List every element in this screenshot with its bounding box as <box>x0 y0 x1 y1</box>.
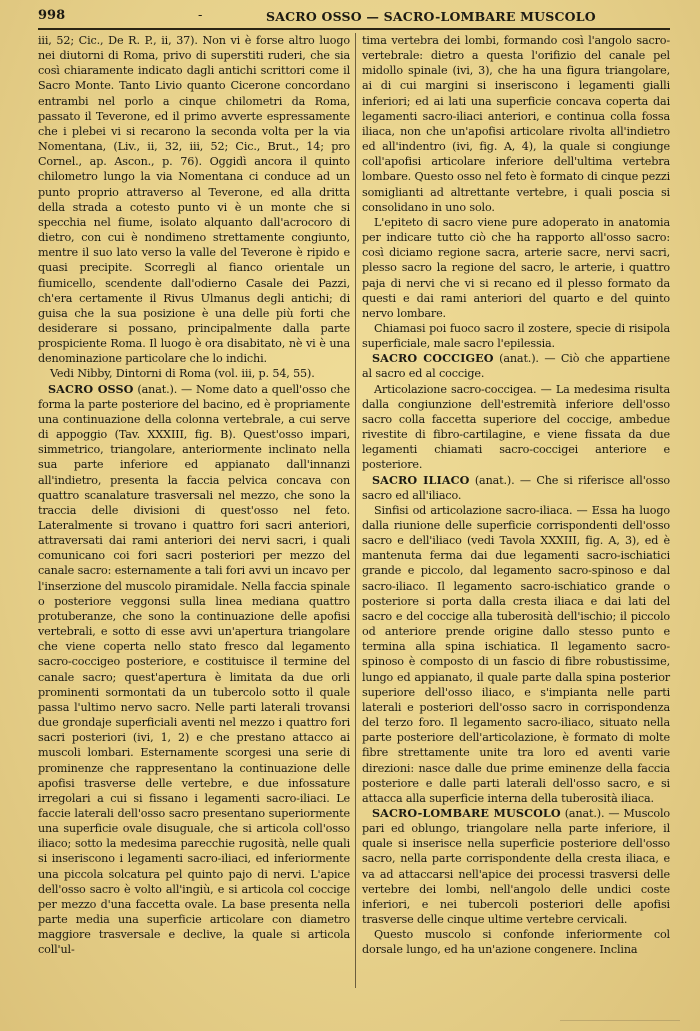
paragraph-fuoco-sacro: Chiamasi poi fuoco sacro il zostere, specie di risipola superficiale, male sacro l'epilessia. <box>362 321 670 351</box>
paragraph-sinfisi-sacro-iliaca: Sinfisi od articolazione sacro-iliaca. — Essa ha luogo dalla riunione delle superficie corrispondenti dell'osso sacro e dell'iliaco (vedi Tavola XXXIII, fig. A, 3), ed è mantenuta ferma dai due legamenti sacro-ischiatici grande e piccolo, dal legamento sacro-spinoso e dal sacro-iliaco. Il legamento sacro-ischiatico grande o posteriore si porta dalla cresta iliaca e dai lati del sacro e del coccige alla tuberosità dell'ischio; il piccolo od anteriore prende origine dallo stesso punto e termina alla spina ischiatica. Il legamento sacro-spinoso è composto di un fascio di fibre robustissime, lungo ed appianato, il quale parte dalla spina posterior superiore dell'osso iliaco, e s'impianta nelle parti laterali e posteriori dell'osso sacro in corrispondenza del terzo foro. Il legamento sacro-iliaco, situato nella parte posteriore dell'articolazione, è formato di molte fibre strettamente unite tra loro ed aventi varie direzioni: nasce dalle due prime eminenze della faccia posteriore e dalle parti laterali dell'osso sacro, e si attacca alla superficie interna della tuberosità iliaca. <box>362 503 670 805</box>
paragraph-muscolo-cont: Questo muscolo si confonde inferiormente col dorsale lungo, ed ha un'azione congenere. Inclina <box>362 928 670 957</box>
entry-headword: SACRO-LOMBARE MUSCOLO <box>372 805 561 820</box>
column-divider <box>355 33 356 988</box>
paragraph-reference-nibby: Vedi Nibby, Dintorni di Roma (vol. iii, p. 54, 55). <box>50 367 315 381</box>
entry-sacro-osso: SACRO OSSO (anat.). — Nome dato a quell'osso che forma la parte posteriore del bacino, ed è propriamente una continuazione della colonna vertebrale, a cui serve di appoggio (Tav. XXXIII, fig. B). Quest'osso impari, simmetrico, triangolare, anteriormente inclinato nella sua parte inferiore ed appianato dall'innanzi all'indietro, presenta la faccia pelvica concava con quattro scanalature trasversali nel mezzo, che sono la traccia delle divisioni di quest'osso nel feto. Lateralmente si trovano i quattro fori sacri anteriori, attraversati dai rami anteriori dei nervi sacri, i quali comunicano coi fori sacri posteriori per mezzo del canale sacro: esternamente a tali fori avvi un incavo per l'inserzione del muscolo piramidale. Nella faccia spinale o posteriore veggonsi sulla linea mediana quattro protuberanze, che sono la continuazione delle apofisi vertebrali, e sotto di esse avvi un'apertura triangolare che viene coperta nello stato fresco dal legamento sacro-coccigeo posteriore, e costituisce il termine del canale sacro; quest'apertura è limitata da due orli prominenti sormontati da un tubercolo sotto il quale passa l'ultimo nervo sacro. Nelle parti laterali trovansi due grondaje superficiali aventi nel mezzo i quattro fori sacri posteriori (ivi, 1, 2) e che prestano attacco ai muscoli lombari. Esternamente scorgesi una serie di prominenze che rappresentano la continuazione delle apofisi trasverse delle vertebre, e due infossature irregolari a cui si fissano i legamenti sacro-iliaci. Le faccie laterali dell'osso sacro presentano superiormente una superficie ovale disuguale, che si articola coll'osso iliaco; sotto la medesima parecchie rugosità, nelle quali si inseriscono i legamenti sacro-iliaci, ed inferiormente una piccola solcatura pel quinto pajo di nervi. L'apice dell'osso sacro è volto all'ingiù, e si articola col coccige per mezzo d'una faccetta ovale. La base presenta nella parte media una superficie articolare con diametro maggiore trasversale e declive, la quale si articola coll'ul- <box>38 381 351 957</box>
running-head: SACRO OSSO — SACRO-LOMBARE MUSCOLO <box>266 9 596 24</box>
entry-sacro-coccigeo: SACRO COCCIGEO (anat.). — Ciò che appartiene al sacro ed al coccige. <box>362 351 670 381</box>
entry-headword: SACRO OSSO <box>48 381 134 396</box>
paragraph-articolazione-sacro-coccigea: Articolazione sacro-coccigea. — La medesima risulta dalla congiunzione dell'estremità inferiore dell'osso sacro colla faccetta superiore del coccige, ambedue rivestite di fibro-cartilagine, e viene fissata da due legamenti chiamati sacro-coccigei anteriore e posteriore. <box>362 382 670 472</box>
entry-headword: SACRO COCCIGEO <box>372 351 494 366</box>
entry-sacro-lombare-muscolo: SACRO-LOMBARE MUSCOLO (anat.). — Muscolo pari ed oblungo, triangolare nella parte inferiore, il quale si inserisce nella superficie posteriore dell'osso sacro, nella parte corrispondente della cresta iliaca, e va ad attaccarsi nell'apice dei processi trasversi delle vertebre dei lombi, nell'angolo delle undici coste inferiori, e nei tubercoli posteriori delle apofisi trasverse delle cinque ultime vertebre cervicali. <box>362 805 670 927</box>
header-dash: - <box>198 8 203 23</box>
paragraph-sacro-osso-cont: tima vertebra dei lombi, formando così l'angolo sacro-vertebrale: dietro a questa l'orifizio del canale pel midollo spinale (ivi, 3), che ha una figura triangolare, ai di cui margini si inseriscono i legamenti gialli inferiori; ed ai lati una superficie concava coperta dai legamenti sacro-iliaci anteriori, e continua colla fossa iliaca, non che un'apofisi articolare rivolta all'indietro ed all'indentro (ivi, fig. A, 4), la quale si congiunge coll'apofisi articolare inferiore dell'ultima vertebra lombare. Questo osso nel feto è formato di cinque pezzi somiglianti ad altrettante vertebre, i quali poscia si consolidano in uno solo. <box>362 34 670 214</box>
page-edge-mark <box>560 1000 680 1021</box>
paragraph-epiteto-sacro: L'epiteto di sacro viene pure adoperato in anatomia per indicare tutto ciò che ha rapporto all'osso sacro: così diciamo regione sacra, arterie sacre, nervi sacri, plesso sacro la regione del sacro, le arterie, i quattro paja di nervi che vi si recano ed il plesso formato da questi e dai rami anteriori del quarto e del quinto nervo lombare. <box>362 215 670 320</box>
page-number: 998 <box>38 8 66 23</box>
entry-sacro-iliaco: SACRO ILIACO (anat.). — Che si riferisce all'osso sacro ed all'iliaco. <box>362 472 670 502</box>
entry-headword: SACRO ILIACO <box>372 472 470 487</box>
paragraph-sacro-monte-cont: iii, 52; Cic., De R. P., ii, 37). Non vi è forse altro luogo nei diutorni di Roma, privo di superstiti ruderi, che sia così chiaramente indicato dagli antichi scrittori come il Sacro Monte. Tanto Livio quanto Cicerone concordano entrambi nel porlo a cinque chilometri da Roma, passato il Teverone, ed il primo avverte espressamente che i plebei vi si recarono la seconda volta per la via Nomentana, (Liv., ii, 32, iii, 52; Cic., Brut., 14; pro Cornel., ap. Ascon., p. 76). Oggidì ancora il quinto chilometro lungo la via Nomentana ci conduce ad un punto proprio attraverso al Teverone, ed alla dritta della strada a cotesto punto vi è un monte che si specchia nel fiume, isolato alquanto dall'acrocoro di dietro, con cui è nondimeno strettamente congiunto, mentre il suo lato verso la valle del Teverone è ripido e quasi precipite. Scorregli al fianco orientale un fiumicello, scendente dall'odierno Casale dei Pazzi, ch'era certamente il Rivus Ulmanus degli antichi; di guisa che la sua posizione è una delle più forti che desiderare si possano, principalmente dalla parte prospiciente Roma. Il luogo è ora disabitato, nè vi è una denominazione particolare che lo indichi. <box>38 34 350 366</box>
left-column <box>38 33 350 958</box>
right-column <box>362 33 670 958</box>
header-rule <box>38 28 670 30</box>
page-header <box>38 8 670 26</box>
